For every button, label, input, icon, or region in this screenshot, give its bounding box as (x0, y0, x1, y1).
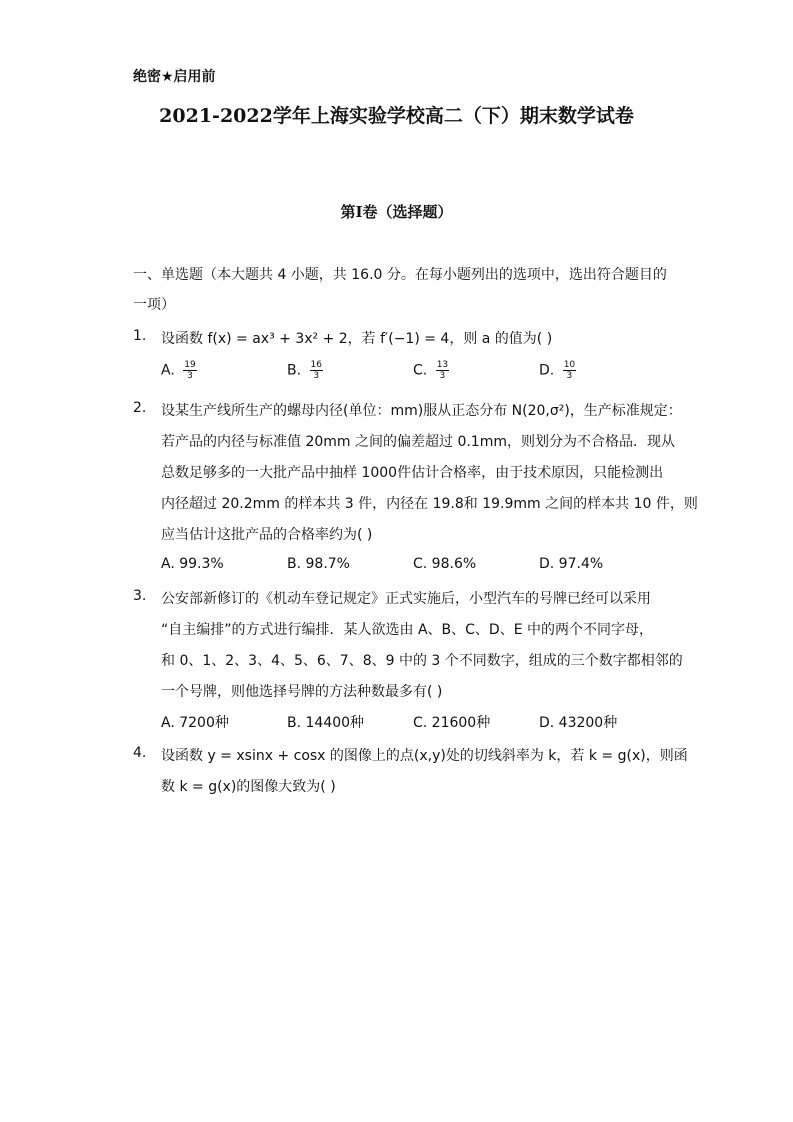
question-text-line: 应当估计这批产品的合格率约为( ) (161, 527, 373, 543)
option-b: B. 98.7% (287, 556, 350, 572)
question-text-line: “自主编排”的方式进行编排．某人欲选由 A、B、C、D、E 中的两个不同字母， (161, 622, 653, 638)
fraction (436, 360, 449, 381)
question-text-line: 和 0、1、2、3、4、5、6、7、8、9 中的 3 个不同数字，组成的三个数字都相邻的 (161, 653, 683, 669)
question-text-line: 公安部新修订的《机动车登记规定》正式实施后，小型汽车的号牌已经可以采用 (161, 591, 651, 607)
question-text-line: 总数足够多的一大批产品中抽样 1000件估计合格率，由于技术原因，只能检测出 (161, 465, 664, 481)
option-b (287, 360, 323, 381)
part-heading: 第I卷（选择题） (340, 203, 453, 221)
question-text-line: 内径超过 20.2mm 的样本共 3 件，内径在 19.8和 19.9mm 之间的样本共 10 件，则 (161, 496, 698, 512)
fraction-numerator: 16 (310, 360, 322, 370)
option-a: A. 99.3% (161, 556, 224, 572)
option-label: B. (287, 362, 302, 379)
question-number: 3. (133, 588, 147, 604)
option-label: A. (161, 362, 175, 379)
question-text-line: 数 k = g(x)的图像大致为( ) (161, 779, 336, 795)
option-c (413, 360, 449, 381)
fraction-denominator: 3 (187, 371, 193, 381)
fraction-denominator: 3 (439, 371, 446, 381)
option-c: C. 21600种 (413, 715, 491, 731)
fraction-numerator: 13 (436, 360, 449, 370)
question-text-line: 设函数 f(x) = ax³ + 3x² + 2，若 f′(−1) = 4，则 a 的值为( ) (161, 331, 553, 347)
question-text-line: 若产品的内径与标准值 20mm 之间的偏差超过 0.1mm，则划分为不合格品．现从 (161, 434, 675, 450)
question-text-line: 设某生产线所生产的螺母内径(单位：mm)服从正态分布 N(20,σ²)，生产标准规定： (161, 403, 682, 419)
option-d: D. 97.4% (539, 556, 604, 572)
option-b: B. 14400种 (287, 715, 365, 731)
option-label: C. (413, 362, 428, 379)
option-d: D. 43200种 (539, 715, 618, 731)
question-number: 2. (133, 400, 147, 416)
section-instructions-line-2: 一项） (133, 297, 175, 313)
fraction-denominator: 3 (313, 371, 320, 381)
fraction (183, 360, 196, 381)
fraction-numerator: 19 (184, 360, 196, 370)
fraction (563, 360, 576, 381)
question-number: 1. (133, 328, 147, 344)
confidential-mark: 绝密★启用前 (133, 69, 216, 85)
question-text-line: 设函数 y = xsinx + cosx 的图像上的点(x,y)处的切线斜率为 k，若 k = g(x)，则函 (161, 748, 688, 764)
exam-title: 2021-2022学年上海实验学校高二（下）期末数学试卷 (159, 105, 634, 127)
option-c: C. 98.6% (413, 556, 477, 572)
fraction (310, 360, 323, 381)
question-number: 4. (133, 745, 147, 761)
fraction-denominator: 3 (566, 371, 573, 381)
option-label: D. (539, 362, 555, 379)
fraction-numerator: 10 (563, 360, 576, 370)
option-d (539, 360, 576, 381)
question-text-line: 一个号牌，则他选择号牌的方法种数最多有( ) (161, 684, 443, 700)
option-a (161, 360, 197, 381)
section-instructions-line-1: 一、单选题（本大题共 4 小题，共 16.0 分。在每小题列出的选项中，选出符合题目的 (133, 267, 667, 283)
option-a: A. 7200种 (161, 715, 229, 731)
